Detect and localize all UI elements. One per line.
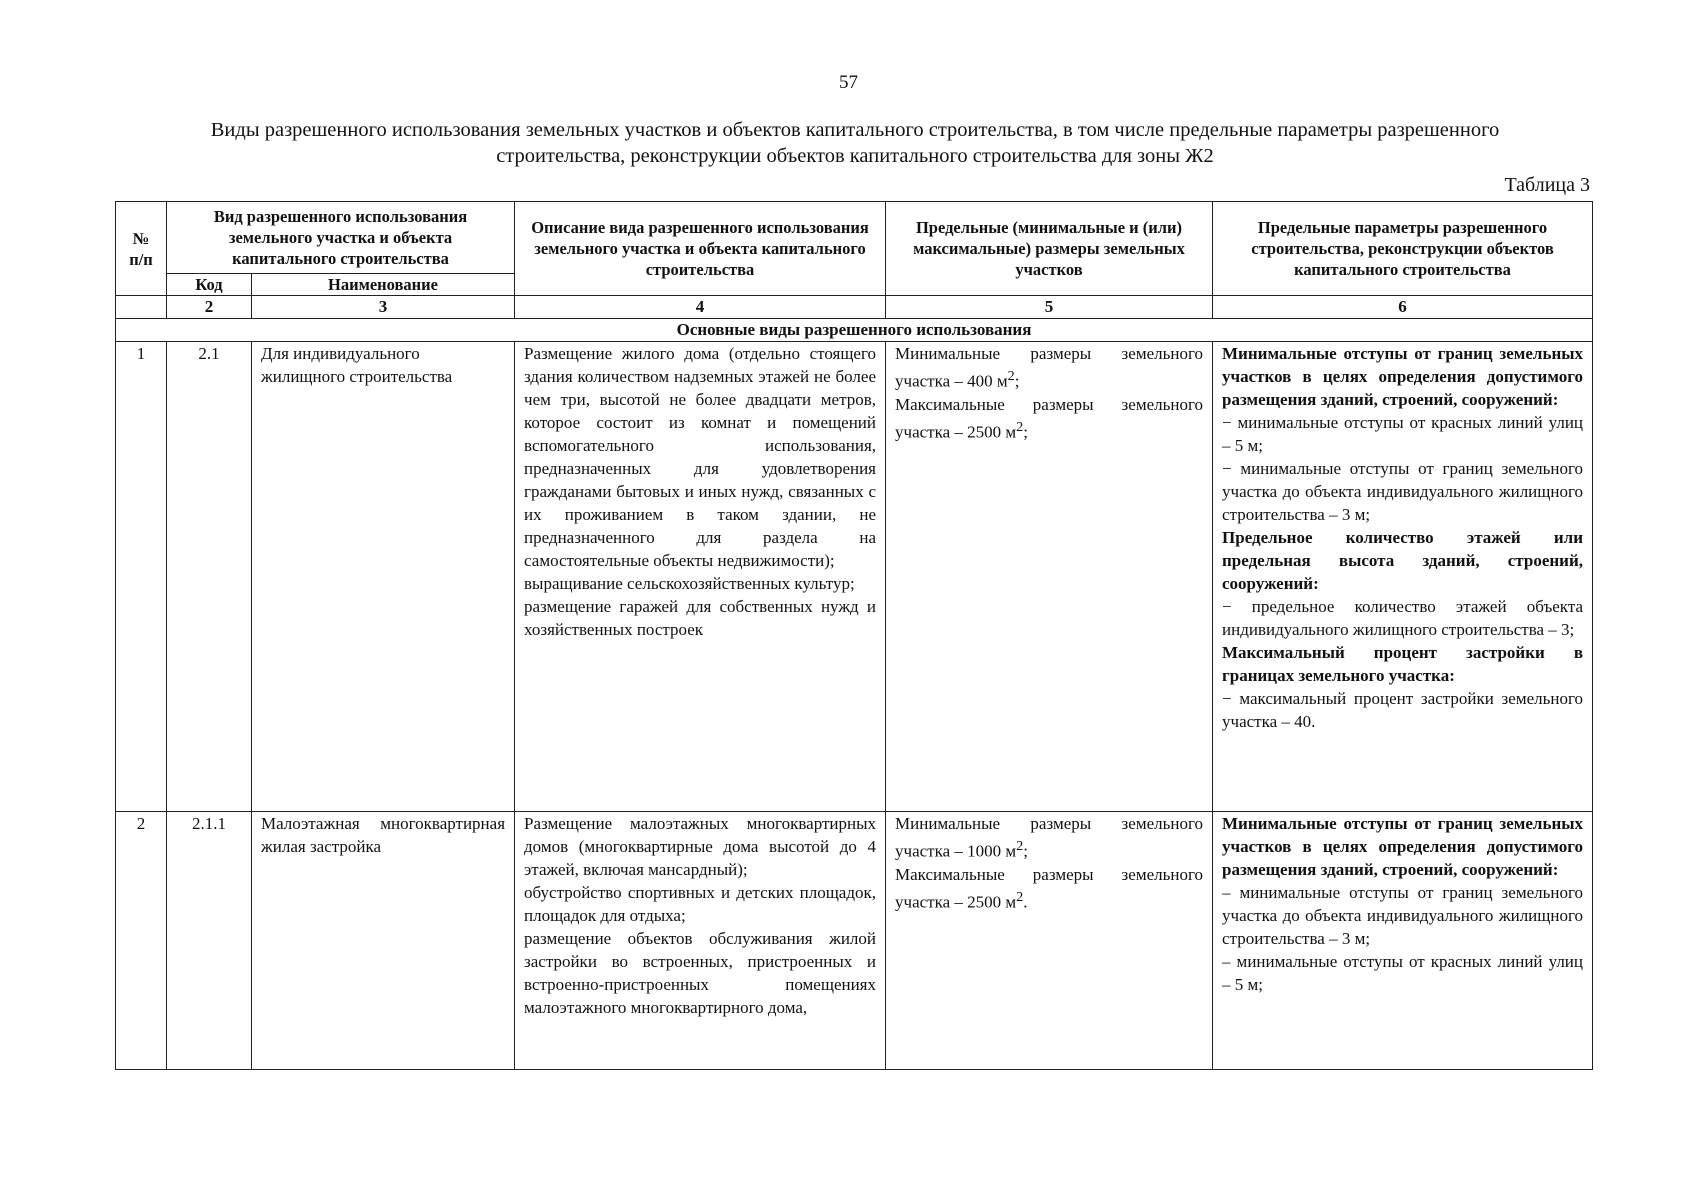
row-name: Малоэтажная многоквартирная жилая застройка [252, 812, 515, 1070]
row-code: 2.1 [167, 342, 252, 812]
params-item: − минимальные отступы от границ земельного участка до объекта индивидуального жилищного строительства – 3 м; [1222, 459, 1584, 524]
row-code: 2.1.1 [167, 812, 252, 1070]
description-paragraph: выращивание сельскохозяйственных культур; [524, 574, 855, 593]
row-description [515, 342, 886, 812]
document-title: Виды разрешенного использования земельных участков и объектов капитального строительства, в том числе предельные параметры разрешенного строительства, реконструкции объектов капитального строительства для зоны Ж2 [210, 119, 1500, 167]
params-heading: Предельное количество этажей или предельная высота зданий, строений, сооружений: [1222, 528, 1584, 593]
header-code: Код [167, 274, 252, 296]
description-paragraph: Размещение малоэтажных многоквартирных домов (многоквартирные дома высотой до 4 этажей, включая мансардный); [524, 814, 877, 879]
row-name: Для индивидуального жилищного строительства [252, 342, 515, 812]
column-number-1 [116, 296, 167, 319]
header-description: Описание вида разрешенного использования земельного участка и объекта капитального строительства [515, 202, 886, 296]
min-size-text: Минимальные размеры земельного участка – 400 $м^2$; [895, 344, 1204, 391]
params-heading: Минимальные отступы от границ земельных участков в целях определения допустимого размещения зданий, строений, сооружений: [1222, 344, 1584, 409]
row-sizes [886, 342, 1213, 812]
table-label: Таблица 3 [1504, 174, 1590, 196]
column-number-2: 2 [167, 296, 252, 319]
column-number-4: 4 [515, 296, 886, 319]
column-number-5: 5 [886, 296, 1213, 319]
row-sizes [886, 812, 1213, 1070]
header-num: № п/п [116, 202, 167, 296]
params-heading: Минимальные отступы от границ земельных участков в целях определения допустимого размещения зданий, строений, сооружений: [1222, 814, 1584, 879]
section-title: Основные виды разрешенного использования [116, 319, 1593, 342]
column-number-3: 3 [252, 296, 515, 319]
description-paragraph: размещение гаражей для собственных нужд и хозяйственных построек [524, 597, 877, 639]
page-number: 57 [839, 72, 858, 93]
table-row [116, 812, 1593, 1070]
header-vid-group: Вид разрешенного использования земельного участка и объекта капитального строительства [167, 202, 515, 274]
row-number: 1 [116, 342, 167, 812]
params-heading: Максимальный процент застройки в границах земельного участка: [1222, 643, 1584, 685]
description-paragraph: обустройство спортивных и детских площадок, площадок для отдыха; [524, 883, 877, 925]
params-item: – минимальные отступы от границ земельного участка до объекта индивидуального жилищного строительства – 3 м; [1222, 883, 1584, 948]
row-params [1213, 812, 1593, 1070]
row-description [515, 812, 886, 1070]
row-params [1213, 342, 1593, 812]
header-params: Предельные параметры разрешенного строительства, реконструкции объектов капитального строительства [1213, 202, 1593, 296]
params-item: − предельное количество этажей объекта индивидуального жилищного строительства – 3; [1222, 597, 1584, 639]
max-size-text: Максимальные размеры земельного участка – 2500 $м^2$. [895, 864, 1204, 912]
min-size-text: Минимальные размеры земельного участка – 1000 $м^2$; [895, 814, 1204, 861]
header-sizes: Предельные (минимальные и (или) максимальные) размеры земельных участков [886, 202, 1213, 296]
table-row [116, 342, 1593, 812]
column-number-6: 6 [1213, 296, 1593, 319]
zoning-table [115, 201, 1593, 1070]
params-item: − максимальный процент застройки земельного участка – 40. [1222, 689, 1584, 731]
params-item: – минимальные отступы от красных линий улиц – 5 м; [1222, 952, 1584, 994]
header-name: Наименование [252, 274, 515, 296]
description-paragraph: Размещение жилого дома (отдельно стоящего здания количеством надземных этажей не более чем три, высотой не более двадцати метров, которое состоит из комнат и помещений вспомогательного использования, предназначенных для удовлетворения гражданами бытовых и иных нужд, связанных с их проживанием в таком здании, не предназначенного для раздела на самостоятельные объекты недвижимости); [524, 344, 877, 570]
params-item: − минимальные отступы от красных линий улиц – 5 м; [1222, 413, 1584, 455]
description-paragraph: размещение объектов обслуживания жилой застройки во встроенных, пристроенных и встроенно-пристроенных помещениях малоэтажного многоквартирного дома, [524, 929, 877, 1017]
max-size-text: Максимальные размеры земельного участка – 2500 $м^2$; [895, 394, 1204, 442]
row-number: 2 [116, 812, 167, 1070]
